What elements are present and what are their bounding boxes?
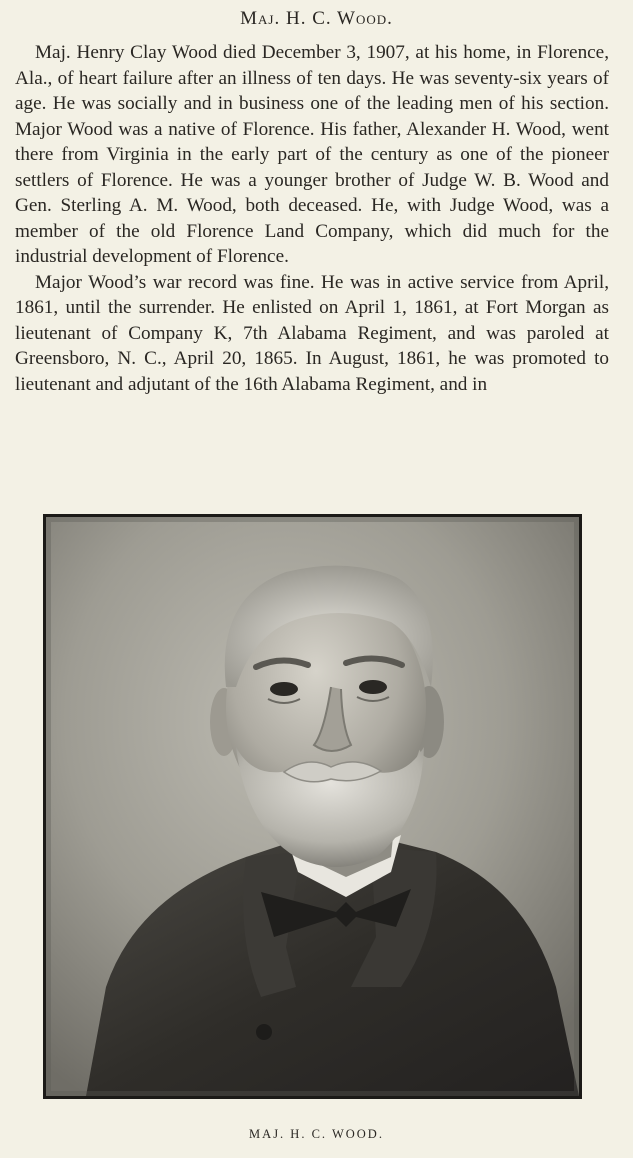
coat-button bbox=[256, 1024, 272, 1040]
paragraph-1: Maj. Henry Clay Wood died December 3, 1907, at his home, in Florence, Ala., of heart failure after an illness of ten days. He was seventy-six years of age. He was socially and in business one of the leading men of his section. Major Wood was a native of Florence. His father, Alexander H. Wood, went there from Virginia in the early part of the century as one of the pioneer settlers of Florence. He was a younger brother of Judge W. B. Wood and Gen. Sterling A. M. Wood, both deceased. He, with Judge Wood, was a member of the old Florence Land Company, which did much for the industrial development of Florence. bbox=[15, 42, 609, 267]
article-heading: Maj. H. C. Wood. bbox=[240, 8, 393, 29]
photo-caption: MAJ. H. C. WOOD. bbox=[249, 1127, 384, 1141]
paragraph-2: Major Wood’s war record was fine. He was in active service from April, 1861, until the surrender. He enlisted on April 1, 1861, at Fort Morgan as lieutenant of Company K, 7th Alabama Regiment, and was paroled at Greensboro, N. C., April 20, 1865. In August, 1861, he was promoted to lieutenant and adjutant of the 16th Alabama Regiment, and in bbox=[15, 271, 609, 395]
portrait-photo bbox=[43, 514, 582, 1099]
eye-left bbox=[270, 682, 298, 696]
article-body bbox=[15, 40, 609, 397]
eye-right bbox=[359, 680, 387, 694]
